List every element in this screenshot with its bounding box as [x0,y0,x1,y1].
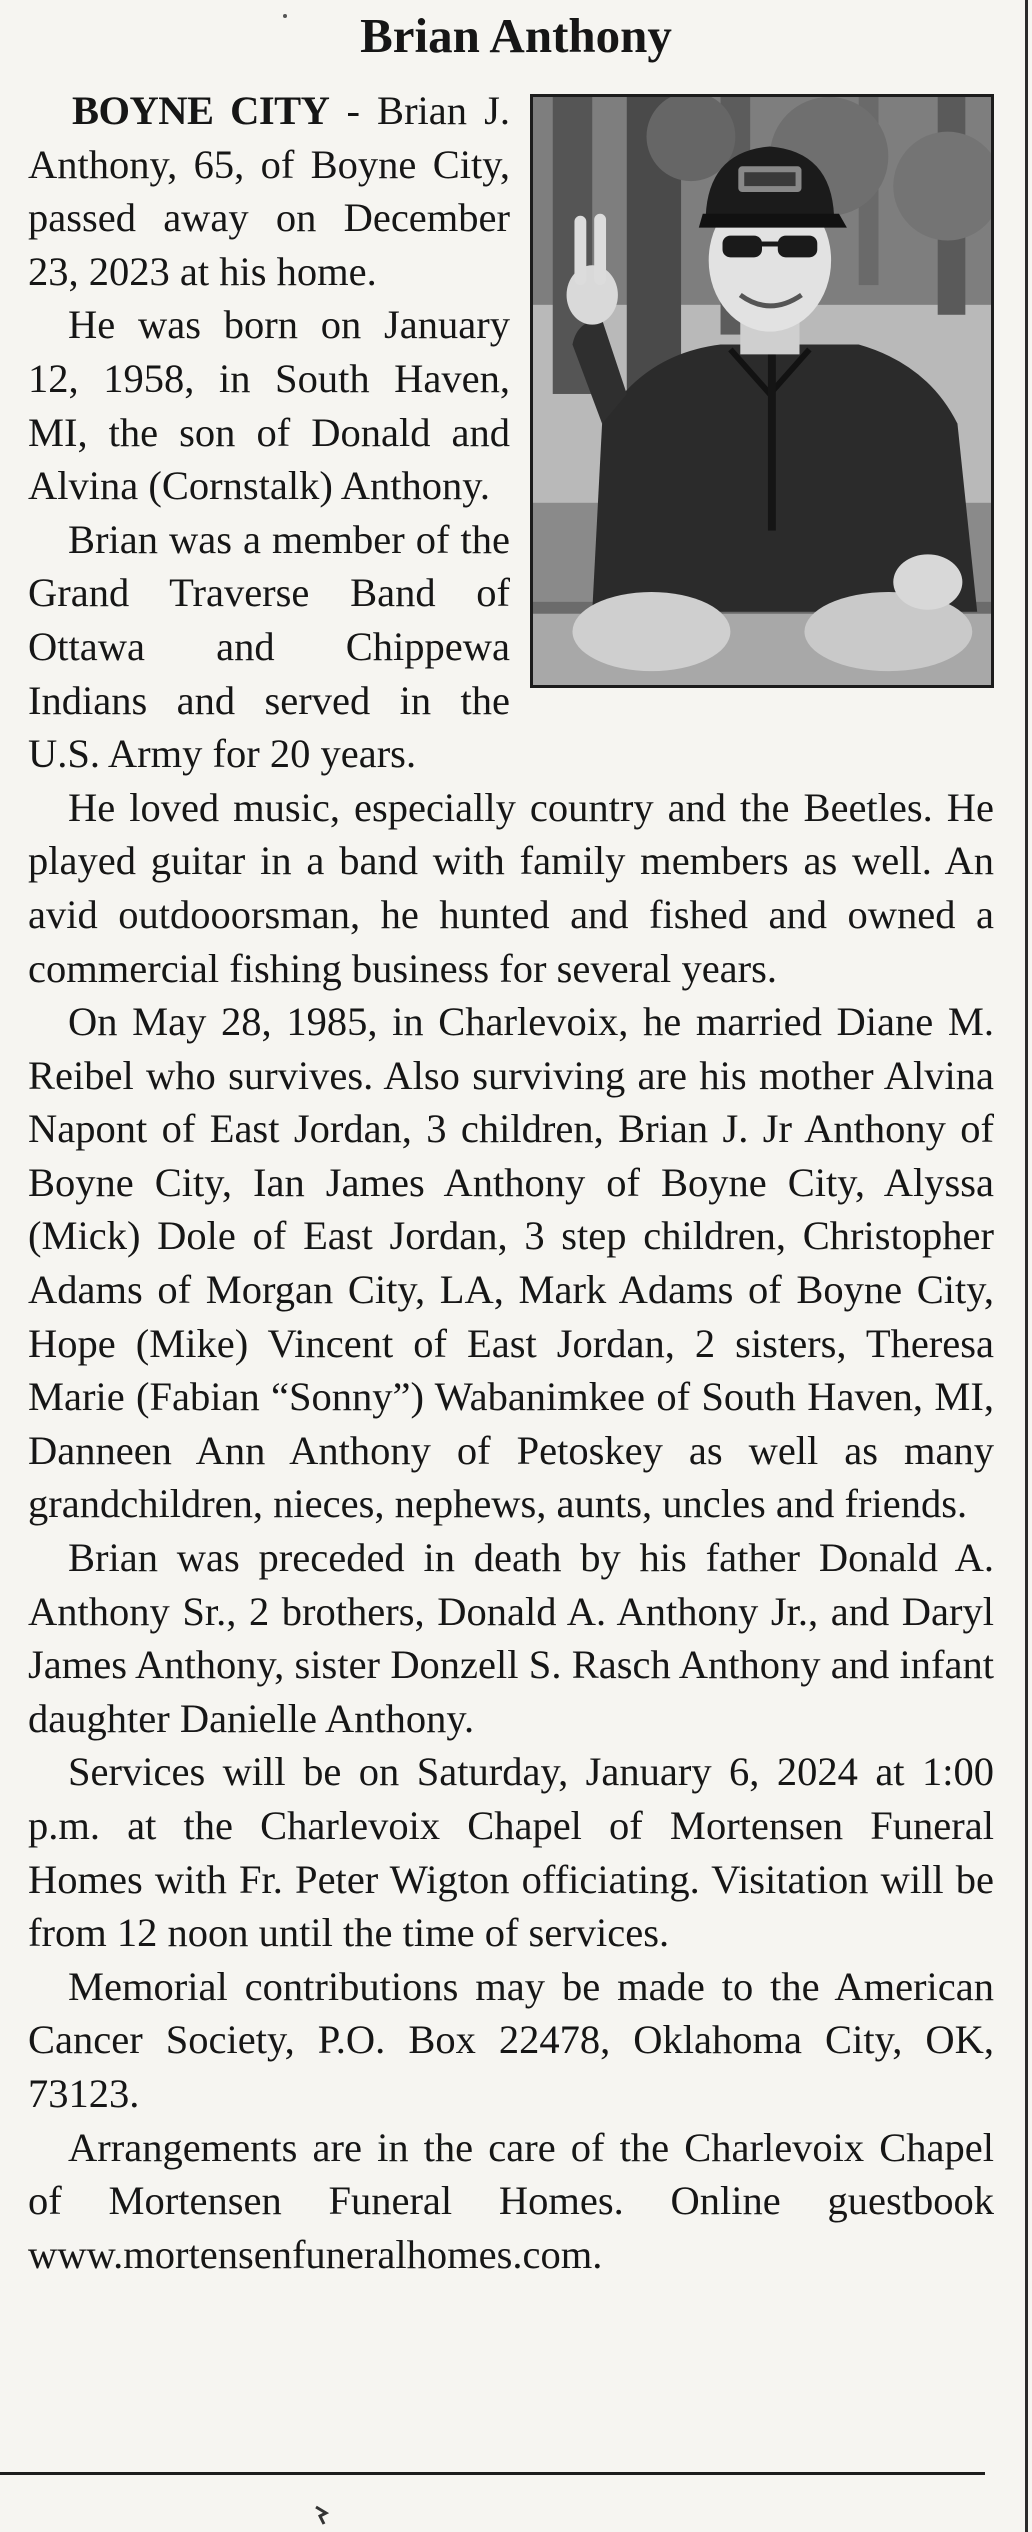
paragraph-2: He was born on January 12, 1958, in South Haven, MI, the son of Donald and Alvina (Cornstalk) Anthony. [28,302,510,509]
paragraph-9: Arrangements are in the care of the Charlevoix Chapel of Mortensen Funeral Homes. Online guestbook www.mortensenfuneralhomes.com. [28,2124,994,2277]
paragraph-8: Memorial contributions may be made to the American Cancer Society, P.O. Box 22478, Oklahoma City, OK, 73123. [28,1963,994,2116]
paragraph-1-text: - Brian J. Anthony, 65, of Boyne City, passed away on December 23, 2023 at his home. [28,88,510,294]
obituary-headline: Brian Anthony [360,8,672,63]
obituary-article [28,84,994,2281]
print-mark [312,2504,330,2526]
dateline: BOYNE CITY [72,88,330,133]
bottom-rule [0,2472,985,2475]
paragraph-6: Brian was preceded in death by his father Donald A. Anthony Sr., 2 brothers, Donald A. Anthony Jr., and Daryl James Anthony, sister Donzell S. Rasch Anthony and infant daughter Danielle Anthony. [28,1535,994,1741]
column-rule [1025,0,1028,2532]
paragraph-3: Brian was a member of the Grand Traverse Band of Ottawa and Chippewa Indians and served in the U.S. Army for 20 years. [28,516,510,777]
paragraph-7: Services will be on Saturday, January 6, 2024 at 1:00 p.m. at the Charlevoix Chapel of Mortensen Funeral Homes with Fr. Peter Wigton officiating. Visitation will be from 12 noon until the time of services. [28,1749,994,1956]
portrait-image [533,97,991,685]
portrait-photo [530,94,994,688]
paragraph-4: He loved music, especially country and the Beetles. He played guitar in a band with family members as well. An avid outdooorsman, he hunted and fished and owned a commercial fishing business for several years. [28,784,994,991]
paragraph-5: On May 28, 1985, in Charlevoix, he married Diane M. Reibel who survives. Also surviving are his mother Alvina Napont of East Jordan, 3 children, Brian J. Jr Anthony of Boyne City, Ian James Anthony of Boyne City, Alyssa (Mick) Dole of East Jordan, 3 step children, Christopher Adams of Morgan City, LA, Mark Adams of Boyne City, Hope (Mike) Vincent of East Jordan, 2 sisters, Theresa Marie (Fabian “Sonny”) Wabanimkee of South Haven, MI, Danneen Ann Anthony of Petoskey as well as many grandchildren, nieces, nephews, aunts, uncles and friends. [28,999,994,1527]
